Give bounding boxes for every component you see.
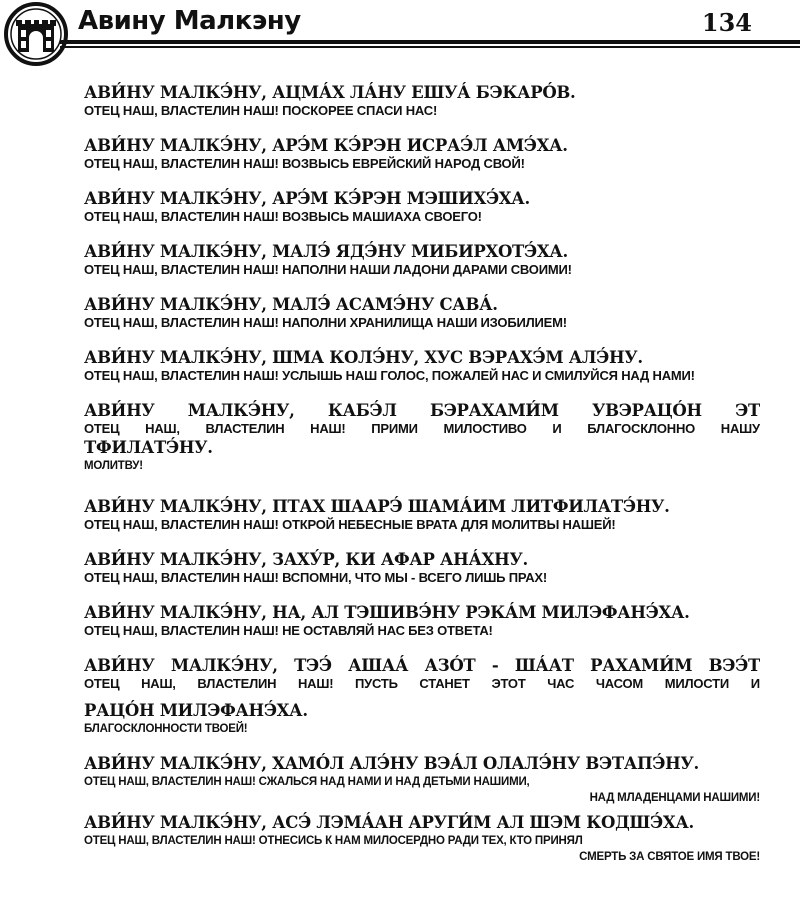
transliteration-line: АВИ́НУ МАЛКЭ́НУ, АСЭ́ ЛЭМА́АН АРУГИ́М АЛ ШЭМ КОДШЭ́ХА. — [84, 813, 694, 832]
prayer-verse — [84, 602, 760, 639]
word: АВИ́НУ — [84, 656, 155, 675]
header-rule-thin — [60, 46, 800, 48]
transliteration-line: АВИ́НУ МАЛКЭ́НУ, НА, АЛ ТЭШИВЭ́НУ РЭКА́М МИЛЭФАНЭ́ХА. — [84, 603, 690, 622]
word: АЗО́Т — [424, 656, 476, 675]
prayer-verse — [84, 294, 760, 331]
translation-line: ОТЕЦ НАШ, ВЛАСТЕЛИН НАШ! НАПОЛНИ НАШИ ЛАДОНИ ДАРАМИ СВОИМИ! — [84, 262, 572, 277]
translation-line: ОТЕЦ НАШ, ВЛАСТЕЛИН НАШ! ВОЗВЫСЬ ЕВРЕЙСКИЙ НАРОД СВОЙ! — [84, 156, 525, 171]
word: ОТЕЦ — [84, 421, 120, 436]
word: АВИ́НУ — [84, 401, 155, 420]
gate-emblem-icon — [4, 2, 68, 66]
page-header — [0, 0, 800, 70]
word: ВЛАСТЕЛИН — [205, 421, 285, 436]
prayer-verse — [84, 241, 760, 278]
page-number: 134 — [701, 8, 752, 37]
prayer-verse — [84, 655, 760, 737]
translation-line: ОТЕЦ НАШ, ВЛАСТЕЛИН НАШ! ВОЗВЫСЬ МАШИАХА СВОЕГО! — [84, 209, 482, 224]
transliteration-line: АВИ́НУ МАЛКЭ́НУ, МАЛЭ́ ЯДЭ́НУ МИБИРХОТЭ́ХА. — [84, 242, 568, 261]
word: НАШ! — [310, 421, 346, 436]
word: НАШ, — [141, 676, 176, 691]
word: ЭТОТ — [491, 676, 526, 691]
transliteration-line: АВИ́НУ МАЛКЭ́НУ, ШМА КОЛЭ́НУ, ХУС ВЭРАХЭ́М АЛЭ́НУ. — [84, 348, 643, 367]
translation-line: ОТЕЦ НАШ, ВЛАСТЕЛИН НАШ! ОТНЕСИСЬ К НАМ МИЛОСЕРДНО РАДИ ТЕХ, КТО ПРИНЯЛ — [84, 835, 583, 847]
word: БЭРАХАМИ́М — [429, 401, 559, 420]
translation-continuation: МОЛИТВУ! — [84, 460, 143, 472]
transliteration-line: АВИ́НУ МАЛКЭ́НУ, АРЭ́М КЭ́РЭН ИСРАЭ́Л АМЭ́ХА. — [84, 136, 568, 155]
translation-continuation: СМЕРТЬ ЗА СВЯТОЕ ИМЯ ТВОЕ! — [579, 851, 760, 863]
word: НАШ! — [297, 676, 334, 691]
prayer-verse — [84, 549, 760, 586]
prayer-verse — [84, 188, 760, 225]
transliteration-line: АВИ́НУ МАЛКЭ́НУ, АЦМА́Х ЛА́НУ ЕШУА́ БЭКАРО́В. — [84, 83, 576, 102]
word: СТАНЕТ — [419, 676, 470, 691]
header-rule — [60, 40, 800, 44]
translation-line — [84, 421, 760, 437]
translation-line: ОТЕЦ НАШ, ВЛАСТЕЛИН НАШ! НАПОЛНИ ХРАНИЛИЩА НАШИ ИЗОБИЛИЕМ! — [84, 315, 567, 330]
prayer-text — [84, 82, 760, 881]
word: МАЛКЭ́НУ, — [187, 401, 295, 420]
translation-line: ОТЕЦ НАШ, ВЛАСТЕЛИН НАШ! УСЛЫШЬ НАШ ГОЛОС, ПОЖАЛЕЙ НАС И СМИЛУЙСЯ НАД НАМИ! — [84, 368, 695, 383]
word: УВЭРАЦО́Н — [591, 401, 702, 420]
prayer-verse — [84, 347, 760, 384]
translation-continuation: НАД МЛАДЕНЦАМИ НАШИМИ! — [589, 792, 760, 804]
transliteration-line: АВИ́НУ МАЛКЭ́НУ, АРЭ́М КЭ́РЭН МЭШИХЭ́ХА. — [84, 189, 530, 208]
translation-line: ОТЕЦ НАШ, ВЛАСТЕЛИН НАШ! ОТКРОЙ НЕБЕСНЫЕ ВРАТА ДЛЯ МОЛИТВЫ НАШЕЙ! — [84, 517, 616, 532]
transliteration-line: АВИ́НУ МАЛКЭ́НУ, МАЛЭ́ АСАМЭ́НУ САВА́. — [84, 295, 498, 314]
word: И — [750, 676, 760, 691]
word: ЧАСОМ — [595, 676, 644, 691]
word: И — [552, 421, 562, 436]
word: РАХАМИ́М — [590, 656, 693, 675]
word: ША́АТ — [514, 656, 574, 675]
transliteration-line: АВИ́НУ МАЛКЭ́НУ, ЗАХУ́Р, КИ АФАР АНА́ХНУ. — [84, 550, 528, 569]
transliteration-line — [84, 400, 760, 421]
word: ОТЕЦ — [84, 676, 120, 691]
word: ЧАС — [547, 676, 575, 691]
transliteration-continuation: РАЦО́Н МИЛЭФАНЭ́ХА. — [84, 701, 308, 720]
translation-line: ОТЕЦ НАШ, ВЛАСТЕЛИН НАШ! НЕ ОСТАВЛЯЙ НАС БЕЗ ОТВЕТА! — [84, 623, 493, 638]
prayer-verse — [84, 496, 760, 533]
prayer-verse — [84, 135, 760, 172]
word: КАБЭ́Л — [327, 401, 397, 420]
word: МИЛОСТИ — [664, 676, 730, 691]
word: МАЛКЭ́НУ, — [170, 656, 278, 675]
prayer-verse — [84, 82, 760, 119]
word: ВЭЭ́Т — [708, 656, 760, 675]
word: ПУСТЬ — [355, 676, 398, 691]
transliteration-line: АВИ́НУ МАЛКЭ́НУ, ПТАХ ШААРЭ́ ШАМА́ИМ ЛИТФИЛАТЭ́НУ. — [84, 497, 670, 516]
transliteration-line: АВИ́НУ МАЛКЭ́НУ, ХАМО́Л АЛЭ́НУ ВЭА́Л ОЛАЛЭ́НУ ВЭТАПЭ́НУ. — [84, 754, 699, 773]
translation-line — [84, 676, 760, 692]
word: - — [491, 656, 499, 675]
translation-line: ОТЕЦ НАШ, ВЛАСТЕЛИН НАШ! ВСПОМНИ, ЧТО МЫ - ВСЕГО ЛИШЬ ПРАХ! — [84, 570, 547, 585]
word: МИЛОСТИВО — [443, 421, 527, 436]
word: БЛАГОСКЛОННО — [587, 421, 696, 436]
prayer-verse — [84, 400, 760, 474]
word: ВЛАСТЕЛИН — [197, 676, 277, 691]
word: ТЭЭ́ — [294, 656, 332, 675]
prayer-verse — [84, 812, 760, 865]
word: ЭТ — [735, 401, 760, 420]
transliteration-continuation: ТФИЛАТЭ́НУ. — [84, 438, 213, 457]
prayer-verse — [84, 753, 760, 806]
word: НАШУ — [720, 421, 760, 436]
translation-line: ОТЕЦ НАШ, ВЛАСТЕЛИН НАШ! ПОСКОРЕЕ СПАСИ НАС! — [84, 103, 438, 118]
translation-line: ОТЕЦ НАШ, ВЛАСТЕЛИН НАШ! СЖАЛЬСЯ НАД НАМИ И НАД ДЕТЬМИ НАШИМИ, — [84, 776, 530, 788]
translation-continuation: БЛАГОСКЛОННОСТИ ТВОЕЙ! — [84, 723, 248, 735]
word: АШАА́ — [348, 656, 409, 675]
page-title: Авину Малкэну — [78, 6, 301, 36]
word: НАШ, — [145, 421, 180, 436]
word: ПРИМИ — [371, 421, 418, 436]
transliteration-line — [84, 655, 760, 676]
